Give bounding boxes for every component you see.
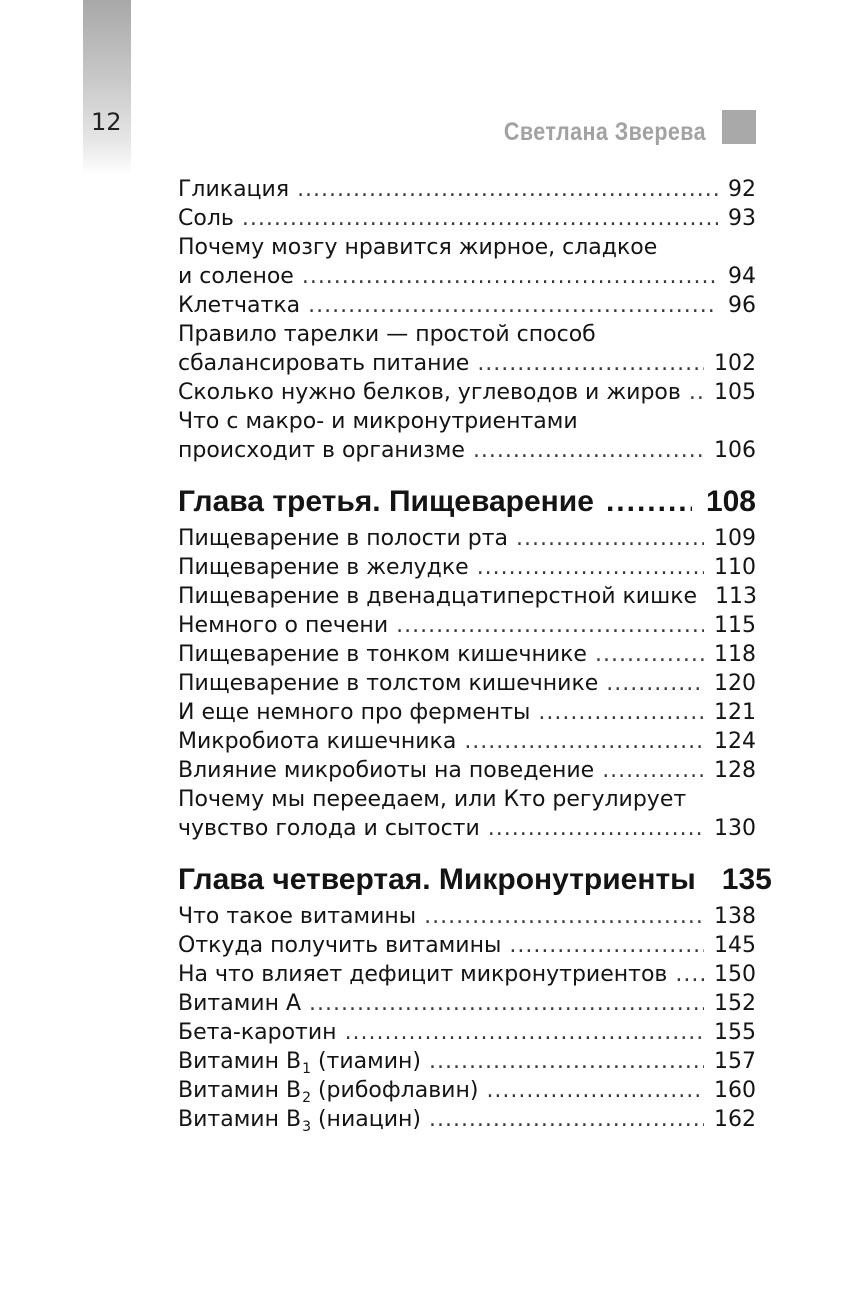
toc-entry[interactable] [178,175,756,204]
toc-entry[interactable] [178,582,756,611]
toc-chapter-4[interactable] [178,862,772,898]
toc-entry-page: 121 [714,700,756,725]
toc-entry-label: На что влияет дефицит микронутриентов [178,962,668,987]
toc-entry-label: Откуда получить витамины [178,933,502,958]
chapter-title: Глава третья. Пищеварение [178,485,594,518]
toc-entry-label: Соль [178,206,234,231]
toc-entry-label: Влияние микробиоты на поведение [178,758,595,783]
header-square-mark [722,110,756,144]
toc-entry-page: 109 [714,526,756,551]
toc-entry-page: 115 [714,613,756,638]
side-gradient-band [83,0,131,175]
toc-entry[interactable] [178,1105,756,1134]
toc-entry-label: происходит в организме [178,438,465,463]
toc-entry-label: Что такое витамины [178,904,417,929]
toc-entry-page: 106 [714,438,756,463]
toc-entry-first-line: Почему мы переедаем, или Кто регулирует [178,787,687,812]
toc-entry[interactable] [178,233,756,291]
toc-entry-label: Пищеварение в тонком кишечнике [178,642,587,667]
toc-entry-page: 118 [714,642,756,667]
toc-entry-label: Пищеварение в двенадцатиперстной кишке [178,584,698,609]
chapter-page: 135 [721,863,772,896]
toc-entry-label: Витамин $B_3$ (ниацин) [178,1107,421,1135]
toc-entry-label: Пищеварение в желудке [178,555,469,580]
toc-entry[interactable] [178,902,756,931]
table-of-contents [178,175,772,1135]
toc-entry[interactable] [178,727,756,756]
toc-entry-page: 110 [714,555,756,580]
toc-entry-label: и соленое [178,264,294,289]
toc-entry-label: Сколько нужно белков, углеводов и жиров [178,380,681,405]
toc-entry[interactable] [178,524,756,553]
toc-entry[interactable] [178,669,756,698]
toc-entry-page: 94 [728,264,756,289]
toc-entry-label: сбалансировать питание [178,351,470,376]
toc-entry-page: 92 [728,177,756,202]
toc-entry-page: 162 [714,1107,756,1132]
toc-entry-label: Клетчатка [178,293,301,318]
toc-entry[interactable] [178,756,756,785]
toc-entry-page: 145 [714,933,756,958]
toc-entry-label: Витамин А [178,991,302,1016]
chapter-title: Глава четвертая. Микронутриенты [178,863,696,896]
toc-entry-label: чувство голода и сытости [178,816,480,841]
toc-entry[interactable] [178,378,756,407]
toc-entry-page: 155 [714,1020,756,1045]
toc-entry-label: Гликация [178,177,290,202]
toc-entry[interactable] [178,931,756,960]
toc-entry-page: 124 [714,729,756,754]
toc-entry[interactable] [178,611,756,640]
toc-entry[interactable] [178,204,756,233]
toc-entry-page: 105 [714,380,756,405]
toc-entry-label: Витамин $B_1$ (тиамин) [178,1049,422,1077]
toc-entry[interactable] [178,1047,756,1076]
toc-entry-label: Витамин $B_2$ (рибофлавин) [178,1078,479,1106]
toc-entry[interactable] [178,960,756,989]
toc-entry[interactable] [178,553,756,582]
toc-entry-page: 152 [714,991,756,1016]
toc-entry-page: 160 [714,1078,756,1103]
toc-entry-page: 150 [714,962,756,987]
toc-entry-page: 128 [714,758,756,783]
toc-entry-page: 130 [714,816,756,841]
toc-entry-label: И еще немного про ферменты [178,700,531,725]
toc-entry-page: 120 [714,671,756,696]
toc-entry-label: Пищеварение в толстом кишечнике [178,671,599,696]
toc-entry-label: Бета-каротин [178,1020,337,1045]
running-header-author: Светлана Зверева [503,118,706,146]
toc-entry-page: 113 [715,584,758,609]
toc-entry[interactable] [178,320,756,378]
toc-entry-label: Пищеварение в полости рта [178,526,509,551]
toc-entry-label: Немного о печени [178,613,389,638]
chapter-page: 108 [705,485,756,518]
toc-entry-page: 102 [714,351,756,376]
toc-entry-first-line: Правило тарелки — простой способ [178,322,596,347]
toc-entry[interactable] [178,291,756,320]
toc-entry[interactable] [178,785,756,843]
toc-entry[interactable] [178,407,756,465]
toc-entry[interactable] [178,698,756,727]
toc-entry[interactable] [178,1076,756,1105]
toc-entry-label: Микробиота кишечника [178,729,457,754]
toc-entry[interactable] [178,640,756,669]
page-number: 12 [91,108,122,136]
toc-entry-page: 93 [728,206,756,231]
toc-entry-first-line: Почему мозгу нравится жирное, сладкое [178,235,658,260]
toc-entry[interactable] [178,1018,756,1047]
toc-chapter-3[interactable] [178,484,756,520]
toc-entry-page: 138 [714,904,756,929]
toc-entry-first-line: Что с макро- и микронутриентами [178,409,578,434]
toc-entry-page: 96 [728,293,756,318]
toc-entry-page: 157 [714,1049,756,1074]
toc-entry[interactable] [178,989,756,1018]
